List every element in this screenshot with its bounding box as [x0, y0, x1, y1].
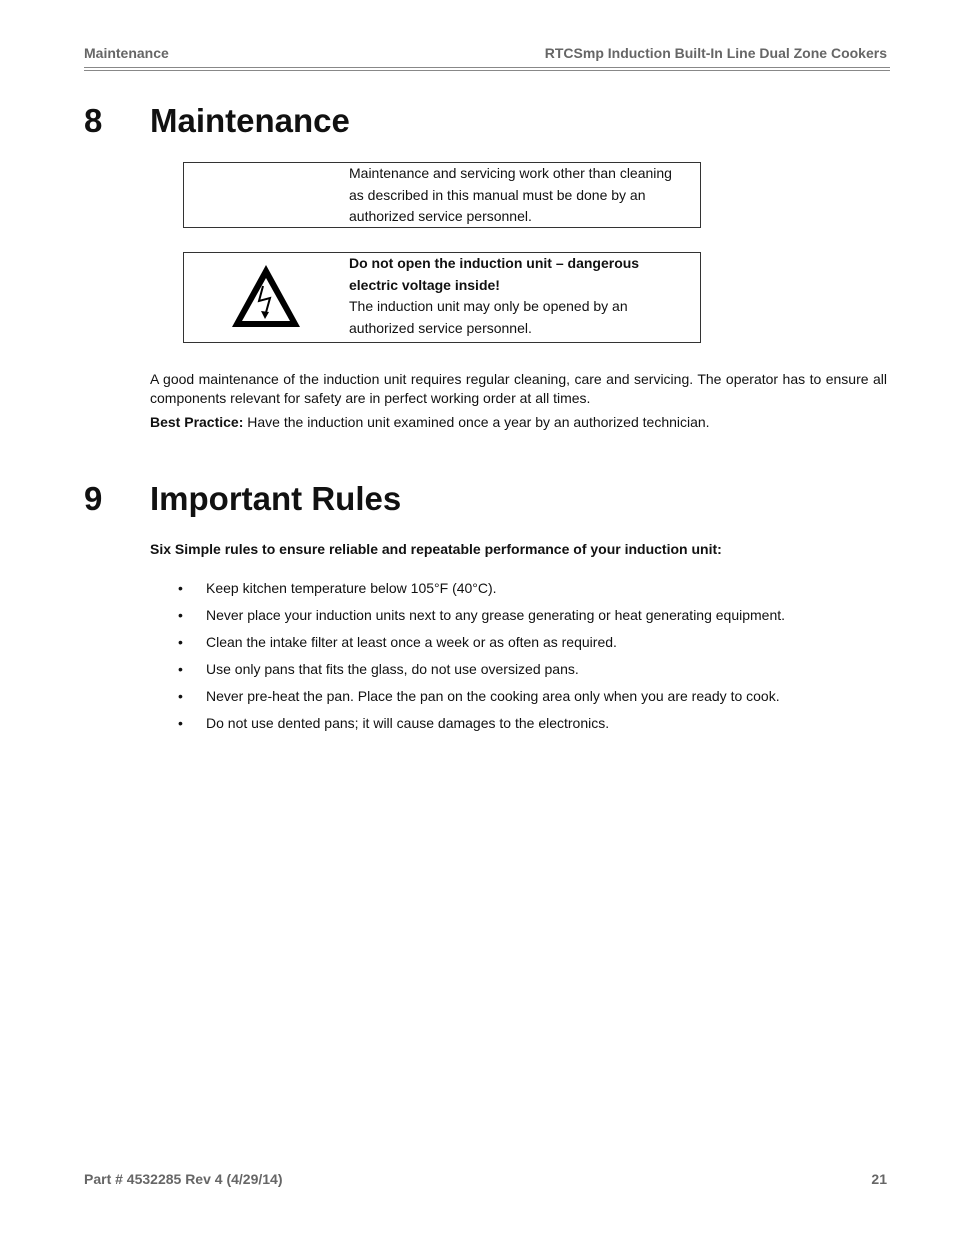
list-item: [150, 632, 870, 659]
list-item: [150, 713, 870, 740]
section-number: 9: [84, 480, 103, 517]
best-practice: [150, 413, 887, 432]
rule-text: Do not use dented pans; it will cause damages to the electronics.: [206, 715, 610, 731]
note-line: Maintenance and servicing work other than cleaning: [349, 165, 672, 181]
list-item: [150, 605, 870, 632]
bullet: •: [178, 715, 183, 731]
warning-title-line: electric voltage inside!: [349, 276, 500, 293]
bullet: •: [178, 661, 183, 677]
rules-list: [150, 578, 870, 740]
best-practice-text: Have the induction unit examined once a year by an authorized technician.: [243, 414, 710, 430]
section-9-heading: [84, 480, 401, 518]
footer-part-number: Part # 4532285 Rev 4 (4/29/14): [84, 1171, 283, 1187]
rules-intro: Six Simple rules to ensure reliable and repeatable performance of your induction unit:: [150, 541, 722, 557]
section-number: 8: [84, 102, 103, 139]
section-title: Maintenance: [150, 102, 350, 139]
note-box: [183, 162, 701, 228]
best-practice-label: Best Practice:: [150, 414, 244, 430]
warning-line: authorized service personnel.: [349, 319, 532, 336]
note-line: as described in this manual must be done by an: [349, 186, 646, 203]
maintenance-paragraph: A good maintenance of the induction unit requires regular cleaning, care and servicing. The operator has to ensure all components relevant for safety are in perfect working order at all times.: [150, 371, 887, 406]
section-title: Important Rules: [150, 480, 402, 517]
warning-title-line: Do not open the induction unit – dangerous: [349, 255, 640, 271]
note-line: authorized service personnel.: [349, 208, 532, 224]
warning-box: [183, 252, 701, 343]
rule-text: Clean the intake filter at least once a week or as often as required.: [206, 634, 617, 650]
warning-text: [349, 253, 692, 339]
running-header-title: RTCSmp Induction Built-In Line Dual Zone Cookers: [544, 45, 887, 61]
warning-line: The induction unit may only be opened by an: [349, 298, 628, 314]
list-item: [150, 686, 870, 713]
electric-hazard-icon: [228, 261, 304, 331]
list-item: [150, 578, 870, 605]
header-rule: [84, 67, 890, 68]
header-rule: [84, 70, 890, 71]
running-header-section: Maintenance: [84, 45, 169, 61]
rule-text: Never place your induction units next to any grease generating or heat generating equipment.: [206, 607, 786, 623]
note-text: [349, 163, 692, 228]
list-item: [150, 659, 870, 686]
bullet: •: [178, 580, 183, 596]
rule-text: Use only pans that fits the glass, do not use oversized pans.: [206, 661, 579, 677]
bullet: •: [178, 634, 183, 650]
rule-text: Never pre-heat the pan. Place the pan on the cooking area only when you are ready to cook.: [206, 688, 780, 704]
section-8-heading: [84, 102, 350, 140]
bullet: •: [178, 607, 183, 623]
rule-text: Keep kitchen temperature below 105°F (40°C).: [206, 580, 497, 596]
page-number: 21: [871, 1171, 887, 1187]
bullet: •: [178, 688, 183, 704]
